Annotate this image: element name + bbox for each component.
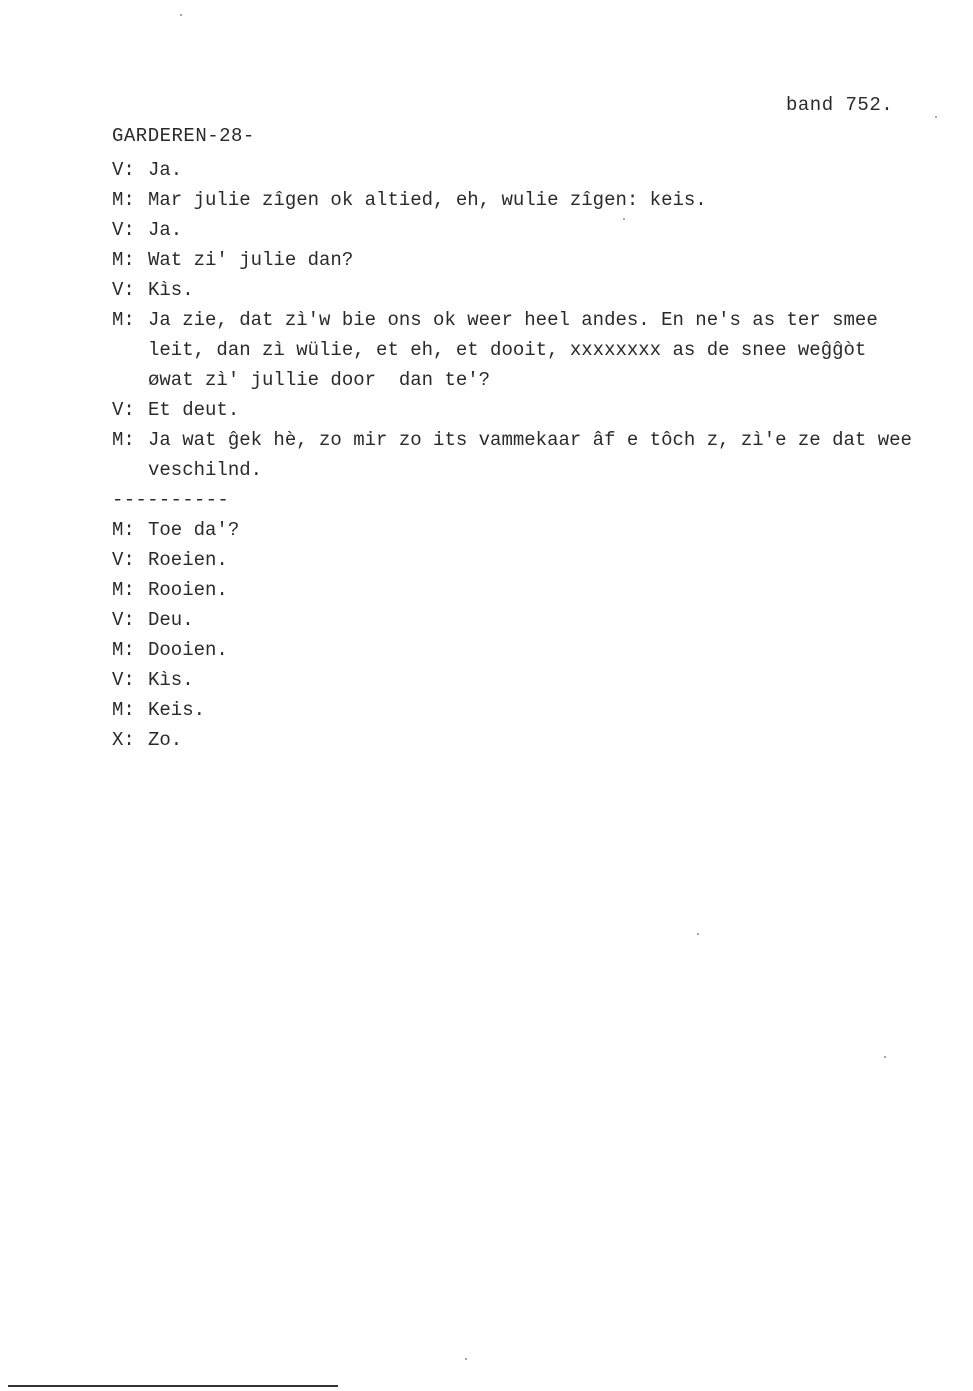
speaker-label: M: <box>112 699 135 721</box>
transcript-line <box>112 425 972 455</box>
utterance-text: Ja wat ĝek hè, zo mir zo its vammekaar âf e tôch z, zì'e ze dat wee <box>148 429 912 451</box>
speaker-label: V: <box>112 219 135 241</box>
speaker-label: M: <box>112 189 135 211</box>
speaker-label: V: <box>112 159 135 181</box>
scan-speck <box>935 116 937 118</box>
transcript-continuation <box>112 365 972 395</box>
dash-separator: ---------- <box>112 489 230 511</box>
utterance-text: Toe da'? <box>148 519 240 541</box>
speaker-label: M: <box>112 579 135 601</box>
speaker-label: V: <box>112 609 135 631</box>
speaker-label: V: <box>112 279 135 301</box>
speaker-label: V: <box>112 549 135 571</box>
transcript-line <box>112 155 972 185</box>
transcript-line <box>112 185 972 215</box>
scan-speck <box>697 933 699 935</box>
transcript-line <box>112 245 972 275</box>
utterance-text: Rooien. <box>148 579 228 601</box>
transcript <box>112 155 972 755</box>
transcript-line <box>112 275 972 305</box>
transcript-line <box>112 305 972 335</box>
speaker-label: M: <box>112 309 135 331</box>
utterance-text: Mar julie zîgen ok altied, eh, wulie zîgen: keis. <box>148 189 707 211</box>
utterance-text: Ja. <box>148 159 183 181</box>
utterance-text: Et deut. <box>148 399 240 421</box>
transcript-line <box>112 695 972 725</box>
transcript-line <box>112 575 972 605</box>
utterance-text: Ja zie, dat zì'w bie ons ok weer heel andes. En ne's as ter smee <box>148 309 878 331</box>
utterance-text: Ja. <box>148 219 183 241</box>
transcript-continuation <box>112 455 972 485</box>
band-number: band 752. <box>786 94 894 116</box>
utterance-text: Kìs. <box>148 669 194 691</box>
transcript-line <box>112 215 972 245</box>
transcript-line <box>112 605 972 635</box>
document-title: GARDEREN-28- <box>112 125 255 147</box>
speaker-label: M: <box>112 429 135 451</box>
utterance-continuation: leit, dan zì wülie, et eh, et dooit, xxxxxxxx as de snee weĝĝòt <box>148 339 867 361</box>
utterance-text: Roeien. <box>148 549 228 571</box>
scan-speck <box>623 218 625 220</box>
scan-speck <box>180 14 182 16</box>
utterance-text: Wat zi' julie dan? <box>148 249 354 271</box>
speaker-label: V: <box>112 669 135 691</box>
utterance-text: Keis. <box>148 699 206 721</box>
transcript-line <box>112 725 972 755</box>
speaker-label: M: <box>112 519 135 541</box>
transcript-continuation <box>112 335 972 365</box>
utterance-text: Zo. <box>148 729 183 751</box>
speaker-label: M: <box>112 249 135 271</box>
speaker-label: X: <box>112 729 135 751</box>
transcript-line <box>112 635 972 665</box>
transcript-line <box>112 665 972 695</box>
speaker-label: M: <box>112 639 135 661</box>
scan-speck <box>884 1056 886 1058</box>
scan-speck <box>465 1358 467 1360</box>
utterance-continuation: veschilnd. <box>148 459 263 481</box>
separator-line <box>112 485 972 515</box>
transcript-line <box>112 515 972 545</box>
utterance-text: Dooien. <box>148 639 228 661</box>
footer-rule <box>8 1385 338 1387</box>
transcript-line <box>112 395 972 425</box>
utterance-text: Kìs. <box>148 279 194 301</box>
utterance-text: Deu. <box>148 609 194 631</box>
transcript-line <box>112 545 972 575</box>
utterance-continuation: øwat zì' jullie door dan te'? <box>148 369 491 391</box>
speaker-label: V: <box>112 399 135 421</box>
